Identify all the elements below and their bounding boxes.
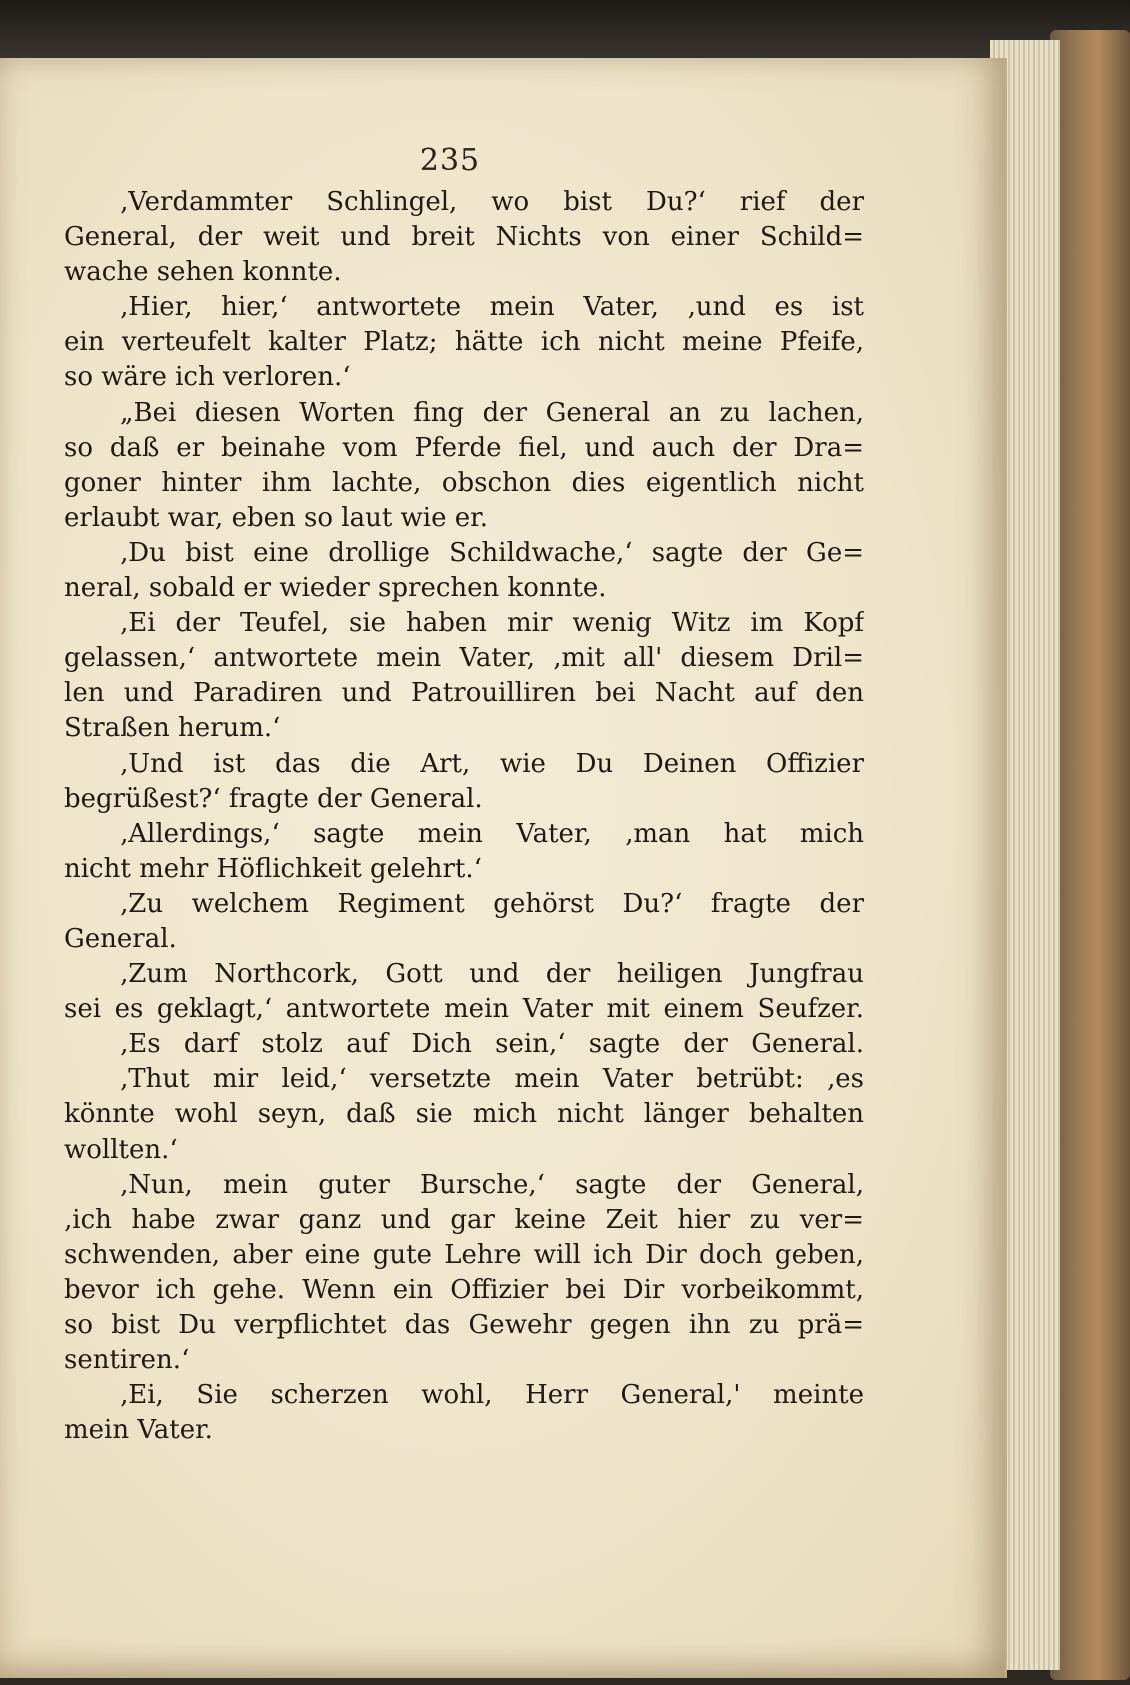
text-line: schwenden, aber eine gute Lehre will ich Dir doch geben, (64, 1239, 864, 1270)
text-line: ‚Verdammter Schlingel, wo bist Du?‘ rief der (120, 187, 864, 217)
book-cover-top-edge (0, 0, 1130, 62)
text-line: könnte wohl seyn, daß sie mich nicht länger behalten (64, 1099, 864, 1130)
text-line: len und Paradiren und Patrouilliren bei Nacht auf den (64, 678, 864, 709)
book-cover-right-edge (1050, 30, 1130, 1680)
text-line: ‚Hier, hier,‘ antwortete mein Vater, ‚und es ist (120, 292, 864, 323)
text-line: mein Vater. (64, 1415, 213, 1446)
text-line: Straßen herum.‘ (64, 713, 281, 744)
text-line: gelassen,‘ antwortete mein Vater, ‚mit all' diesem Dril= (64, 643, 864, 674)
text-line: General, der weit und breit Nichts von einer Schild= (64, 222, 864, 253)
book-page (0, 58, 1007, 1678)
text-line: erlaubt war, eben so laut wie er. (64, 502, 488, 533)
page-number: 235 (419, 143, 481, 178)
text-line: ‚Ei, Sie scherzen wohl, Herr General,' meinte (120, 1380, 864, 1411)
text-line: ‚Und ist das die Art, wie Du Deinen Offizier (120, 748, 864, 779)
text-line: ‚Zu welchem Regiment gehörst Du?‘ fragte der (120, 888, 864, 919)
text-line: General. (64, 923, 177, 954)
text-line: begrüßest?‘ fragte der General. (64, 783, 483, 814)
text-line: nicht mehr Höflichkeit gelehrt.‘ (64, 853, 482, 884)
text-line: sei es geklagt,‘ antwortete mein Vater mit einem Seufzer. (64, 994, 864, 1025)
text-line: bevor ich gehe. Wenn ein Offizier bei Dir vorbeikommt, (64, 1274, 864, 1305)
text-line: neral, sobald er wieder sprechen konnte. (64, 573, 607, 604)
body-text (64, 185, 864, 1448)
text-line: ‚Thut mir leid,‘ versetzte mein Vater betrübt: ‚es (120, 1064, 864, 1095)
text-line: wache sehen konnte. (64, 257, 342, 288)
text-line: sentiren.‘ (64, 1345, 190, 1376)
text-line: wollten.‘ (64, 1134, 178, 1165)
text-line: ‚Ei der Teufel, sie haben mir wenig Witz im Kopf (120, 608, 864, 639)
text-line: ‚Nun, mein guter Bursche,‘ sagte der General, (120, 1169, 864, 1200)
text-line: „Bei diesen Worten fing der General an zu lachen, (120, 397, 864, 428)
text-line: so daß er beinahe vom Pferde fiel, und auch der Dra= (64, 432, 864, 463)
text-line: goner hinter ihm lachte, obschon dies eigentlich nicht (64, 467, 864, 498)
text-line: so wäre ich verloren.‘ (64, 362, 351, 393)
text-line: ein verteufelt kalter Platz; hätte ich nicht meine Pfeife, (64, 327, 864, 358)
text-line: ‚Du bist eine drollige Schildwache,‘ sagte der Ge= (120, 537, 864, 568)
text-line: ‚Es darf stolz auf Dich sein,‘ sagte der General. (120, 1029, 864, 1060)
text-line: so bist Du verpflichtet das Gewehr gegen ihn zu prä= (64, 1310, 864, 1340)
text-line: ‚ich habe zwar ganz und gar keine Zeit hier zu ver= (64, 1204, 864, 1235)
text-line: ‚Zum Northcork, Gott und der heiligen Jungfrau (120, 959, 864, 990)
text-line: ‚Allerdings,‘ sagte mein Vater, ‚man hat mich (120, 818, 864, 849)
